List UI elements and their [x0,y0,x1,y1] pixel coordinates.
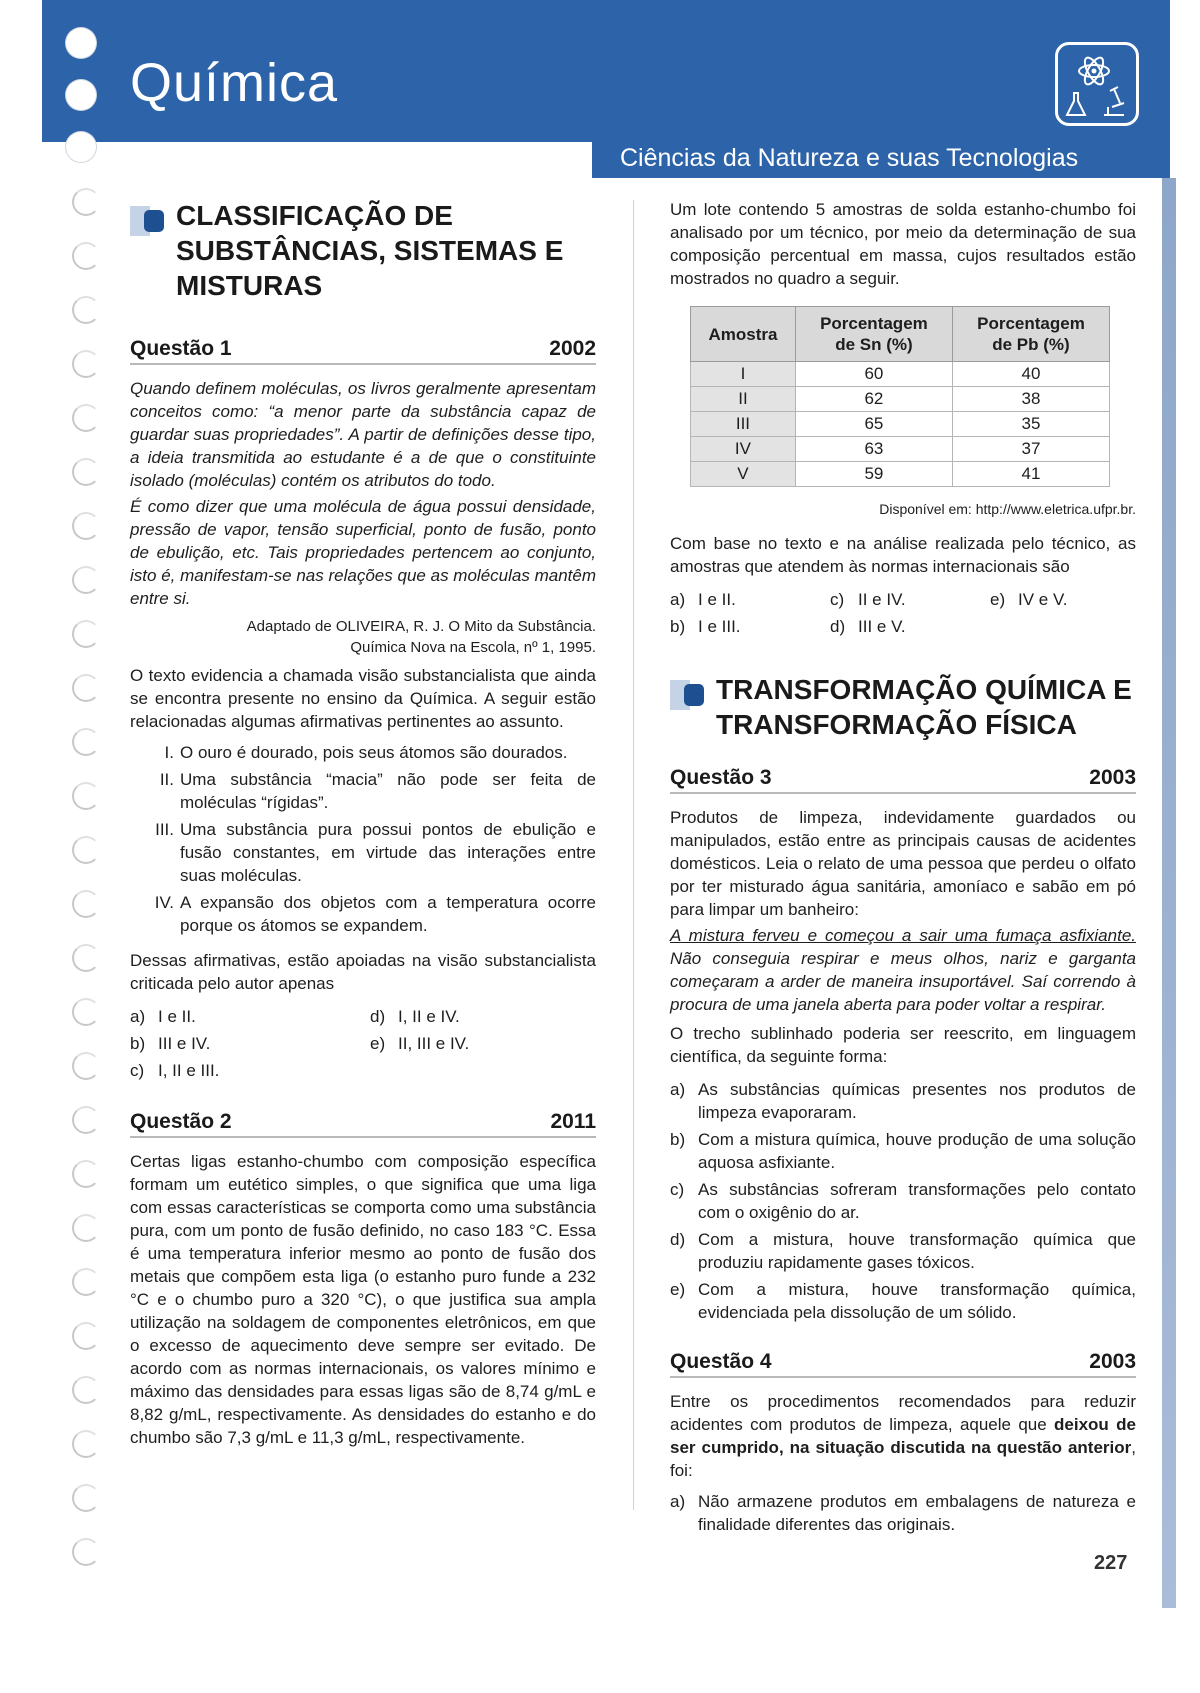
underlined-quote: A mistura ferveu e começou a sair uma fumaça asfixiante. [670,926,1136,945]
answer-option-b[interactable]: b) I e III. [670,617,741,636]
right-column [670,198,1136,1536]
table-row: V 59 41 [691,462,1110,487]
section-marker-icon [670,680,704,710]
answer-option-e[interactable]: e) Com a mistura, houve transformação química, evidenciada pela dissolução de um sólido. [670,1280,1136,1322]
question-body: Um lote contendo 5 amostras de solda estanho-chumbo foi analisado por um técnico, por meio da determinação de sua composição percentual em massa, cujos resultados estão mostrados no quadro a seguir. [670,200,1136,288]
answer-option-a[interactable]: a) Não armazene produtos em embalagens de natureza e finalidade diferentes das originais. [670,1492,1136,1534]
answer-option-d[interactable]: d) III e V. [830,617,906,636]
composition-table [690,306,1110,487]
section-title: CLASSIFICAÇÃO DE SUBSTÂNCIAS, SISTEMAS E MISTURAS [176,200,564,301]
column-divider [633,200,634,1510]
question-body: Certas ligas estanho-chumbo com composição específica formam um eutético simples, o que significa que uma liga com essas características se comporta como uma substância pura, com um ponto de fusão definido, no caso 183 °C. Essa é uma temperatura inferior mesmo ao ponto de fusão dos metais que compõem esta liga (o estanho puro funde a 232 °C e o chumbo puro a 320 °C), o que justifica sua ampla utilização na soldagem de componentes eletrônicos, em que o excesso de aquecimento deve sempre ser evitado. De acordo com as normas internacionais, os valores mínimo e máximo das densidades para essas ligas são de 8,74 g/mL e 8,82 g/mL, respectivamente. As densidades do estanho e do chumbo são 7,3 g/mL e 11,3 g/mL, respectivamente. [130,1152,596,1447]
binding-ring [72,998,100,1026]
question-label: Questão 3 [670,766,772,789]
section-heading [130,198,596,303]
left-column [130,198,596,1449]
binding-ring [72,944,100,972]
question-prompt: Com base no texto e na análise realizada pelo técnico, as amostras que atendem às normas internacionais são [670,534,1136,576]
question-label: Questão 2 [130,1110,232,1133]
answer-option-e[interactable]: e) IV e V. [990,590,1068,609]
binding-ring [72,728,100,756]
answer-options [130,1005,596,1082]
binding-ring [72,566,100,594]
answer-option-a[interactable]: a) As substâncias químicas presentes nos produtos de limpeza evaporaram. [670,1080,1136,1122]
answer-option-a[interactable]: a) I e II. [670,590,736,609]
answer-option-a[interactable]: a) I e II. [130,1007,196,1026]
question-label: Questão 1 [130,337,232,360]
binding-ring [72,1430,100,1458]
table-header-cell: Amostra [691,307,796,362]
binding-ring [72,620,100,648]
answer-options [670,588,1136,638]
binding-ring [72,512,100,540]
list-item: II. Uma substância “macia” não pode ser feita de moléculas “rígidas”. [159,770,596,812]
source-line: Adaptado de OLIVEIRA, R. J. O Mito da Substância. [246,618,596,635]
source-citation [130,616,596,658]
question-prompt: O trecho sublinhado poderia ser reescrito, em linguagem científica, da seguinte forma: [670,1024,1136,1066]
binding-ring [72,1484,100,1512]
binding-ring [66,80,96,110]
question-label: Questão 4 [670,1350,772,1373]
binding-ring [72,242,100,270]
binding-ring [72,782,100,810]
answer-option-c[interactable]: c) I, II e III. [130,1061,220,1080]
quote-paragraph: É como dizer que uma molécula de água possui densidade, pressão de vapor, tensão superficial, ponto de fusão, ponto de ebulição, etc. Tais propriedades pertencem ao conjunto, isto é, manifestam-se nas relações que as moléculas mantêm entre si. [130,497,596,608]
binding-ring [72,836,100,864]
binding-ring [66,28,96,58]
question-year: 2002 [549,337,596,360]
answer-option-b[interactable]: b) Com a mistura química, houve produção de uma solução aquosa asfixiante. [670,1130,1136,1172]
binding-ring [72,1376,100,1404]
answer-options [670,1078,1136,1324]
side-stripe [1162,178,1176,1608]
page-subtitle: Ciências da Natureza e suas Tecnologias [620,144,1079,172]
binding-ring [72,674,100,702]
answer-option-c[interactable]: c) As substâncias sofreram transformações pelo contato com o oxigênio do ar. [670,1180,1136,1222]
table-header-cell: Porcentagem de Pb (%) [952,307,1109,362]
question-year: 2003 [1089,1350,1136,1373]
binding-ring [72,890,100,918]
table-header-cell: Porcentagem de Sn (%) [795,307,952,362]
quote-paragraph: Quando definem moléculas, os livros geralmente apresentam conceitos como: “a menor parte da substância capaz de guardar suas propriedades”. A partir de definições desse tipo, a ideia transmitida ao estudante é a de que o constituinte isolado (moléculas) contém os atributos do todo. [130,379,596,490]
table-header-row [691,307,1110,362]
list-item: IV. A expansão dos objetos com a temperatura ocorre porque os átomos se expandem. [154,893,596,935]
section-heading [670,672,1136,742]
question-header [670,766,1136,794]
source-line: Química Nova na Escola, nº 1, 1995. [350,639,596,656]
binding-ring [72,1538,100,1566]
question-year: 2003 [1089,766,1136,789]
answer-option-d[interactable]: d) I, II e IV. [370,1007,460,1026]
binding-ring [72,1106,100,1134]
question-header [670,1350,1136,1378]
table-row: I 60 40 [691,362,1110,387]
question-prompt: Dessas afirmativas, estão apoiadas na visão substancialista criticada pelo autor apenas [130,951,596,993]
answer-option-b[interactable]: b) III e IV. [130,1034,211,1053]
list-item: I. O ouro é dourado, pois seus átomos são dourados. [164,743,568,762]
binding-ring [72,188,100,216]
answer-option-e[interactable]: e) II, III e IV. [370,1034,470,1053]
binding-ring [72,404,100,432]
quote-paragraph: A mistura ferveu e começou a sair uma fumaça asfixiante. Não conseguia respirar e meus olhos, nariz e garganta começaram a arder de maneira insuportável. Saí correndo à procura de uma janela aberta para poder voltar a respirar. [670,926,1136,1014]
question-header [130,1110,596,1138]
binding-ring [72,458,100,486]
binding-ring [72,1052,100,1080]
statement-list [130,741,596,937]
question-header [130,337,596,365]
list-item: III. Uma substância pura possui pontos de ebulição e fusão constantes, em virtude das interações entre suas moléculas. [155,820,596,885]
table-row: IV 63 37 [691,437,1110,462]
question-prompt: Entre os procedimentos recomendados para reduzir acidentes com produtos de limpeza, aquele que deixou de ser cumprido, na situação discutida na questão anterior, foi: [670,1392,1136,1480]
table-row: II 62 38 [691,387,1110,412]
question-body: Produtos de limpeza, indevidamente guardados ou manipulados, estão entre as principais causas de acidentes domésticos. Leia o relato de uma pessoa que perdeu o olfato por ter misturado água sanitária, amoníaco e sabão em pó para limpar um banheiro: [670,808,1136,919]
table-row: III 65 35 [691,412,1110,437]
binding-ring [66,132,96,162]
section-marker-icon [130,206,164,236]
answer-options [670,1490,1136,1536]
page-title: Química [130,53,339,113]
page-number: 227 [1094,1552,1128,1574]
binding-ring [72,296,100,324]
answer-option-d[interactable]: d) Com a mistura, houve transformação química que produziu rapidamente gases tóxicos. [670,1230,1136,1272]
question-year: 2011 [550,1110,596,1133]
binding-ring [72,350,100,378]
source-citation: Disponível em: http://www.eletrica.ufpr.br. [879,501,1136,517]
atom-flask-microscope-icon [1055,42,1139,126]
binding-ring [72,1214,100,1242]
question-body: O texto evidencia a chamada visão substancialista que ainda se encontra presente no ensino da Química. A seguir estão relacionadas algumas afirmativas pertinentes ao assunto. [130,666,596,731]
binding-ring [72,1160,100,1188]
binding-ring [72,1322,100,1350]
answer-option-c[interactable]: c) II e IV. [830,590,906,609]
binding-ring [72,1268,100,1296]
section-title: TRANSFORMAÇÃO QUÍMICA E TRANSFORMAÇÃO FÍSICA [716,674,1132,740]
